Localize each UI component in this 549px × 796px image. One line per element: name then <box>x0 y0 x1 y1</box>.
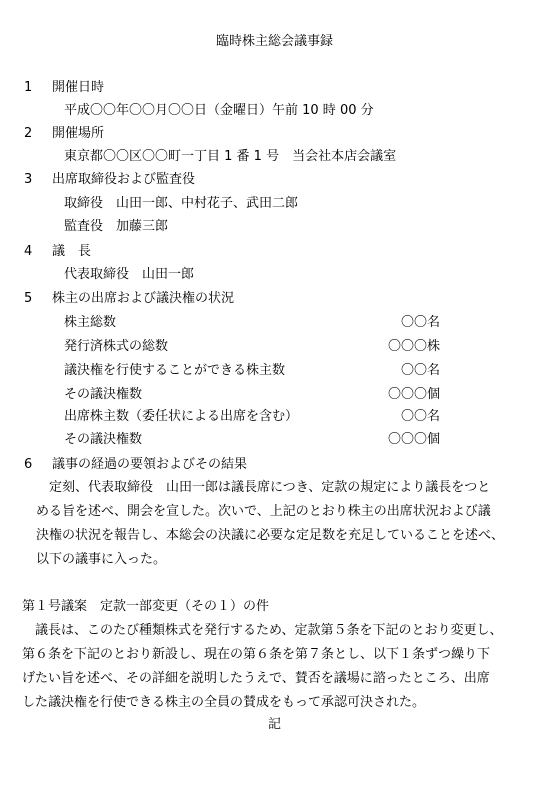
paragraph-line: 以下の議事に入った。 <box>36 552 167 567</box>
section-number: 5 <box>24 291 33 306</box>
section-number: 1 <box>24 80 33 95</box>
table-row-label: 出席株主数（委任状による出席を含む） <box>64 409 299 424</box>
section-line: 取締役 山田一郎、中村花子、武田二郎 <box>64 196 299 211</box>
section-heading: 開催場所 <box>52 126 105 141</box>
table-row-label: その議決権数 <box>64 387 143 402</box>
table-row-value: 〇〇〇株 <box>387 339 440 354</box>
paragraph-line: 議長は、このたび種類株式を発行するため、定款第５条を下記のとおり変更し、 <box>35 623 503 638</box>
table-row-label: その議決権数 <box>64 432 143 447</box>
section-number: 2 <box>24 126 33 141</box>
section-number: 3 <box>24 172 33 187</box>
document-title: 臨時株主総会議事録 <box>215 34 333 49</box>
paragraph-line: 決権の状況を報告し、本総会の決議に必要な定足数を充足していることを述べ、 <box>36 528 505 543</box>
ki-mark: 記 <box>267 717 281 732</box>
table-row-label: 発行済株式の総数 <box>64 339 169 354</box>
table-row-label: 株主総数 <box>64 315 117 330</box>
section-line: 代表取締役 山田一郎 <box>64 267 195 282</box>
agenda-title: 第１号議案 定款一部変更（その１）の件 <box>22 599 270 614</box>
paragraph-line: した議決権を行使できる株主の全員の賛成をもって承認可決された。 <box>22 695 426 710</box>
section-heading: 出席取締役および監査役 <box>52 172 196 187</box>
paragraph-line: める旨を述べ、開会を宣した。次いで、上記のとおり株主の出席状況および議 <box>36 504 491 519</box>
paragraph-line: げたい旨を述べ、その詳細を説明したうえで、賛否を議場に諮ったところ、出席 <box>22 671 490 686</box>
section-heading: 議 長 <box>52 244 92 259</box>
section-heading: 議事の経過の要領およびその結果 <box>52 457 248 472</box>
table-row-value: 〇〇名 <box>400 315 440 330</box>
table-row-label: 議決権を行使することができる株主数 <box>64 363 286 378</box>
table-row-value: 〇〇〇個 <box>387 432 440 447</box>
table-row-value: 〇〇〇個 <box>387 387 440 402</box>
section-line: 東京都〇〇区〇〇町一丁目 1 番 1 号 当会社本店会議室 <box>64 149 397 164</box>
section-heading: 株主の出席および議決権の状況 <box>52 291 235 306</box>
agenda-paragraph <box>22 619 502 715</box>
section-line: 平成〇〇年〇〇月〇〇日（金曜日）午前 10 時 00 分 <box>64 103 374 118</box>
section-number: 4 <box>24 244 33 259</box>
table-row-value: 〇〇名 <box>400 363 440 378</box>
section-heading: 開催日時 <box>52 80 105 95</box>
table-row-value: 〇〇名 <box>400 409 440 424</box>
paragraph-line: 第６条を下記のとおり新設し、現在の第６条を第７条とし、以下１条ずつ繰り下 <box>22 647 491 662</box>
proceedings-paragraph <box>36 476 504 572</box>
section-line: 監査役 加藤三郎 <box>64 219 169 234</box>
paragraph-line: 定刻、代表取締役 山田一郎は議長席につき、定款の規定により議長をつと <box>49 480 491 495</box>
section-number: 6 <box>24 457 33 472</box>
